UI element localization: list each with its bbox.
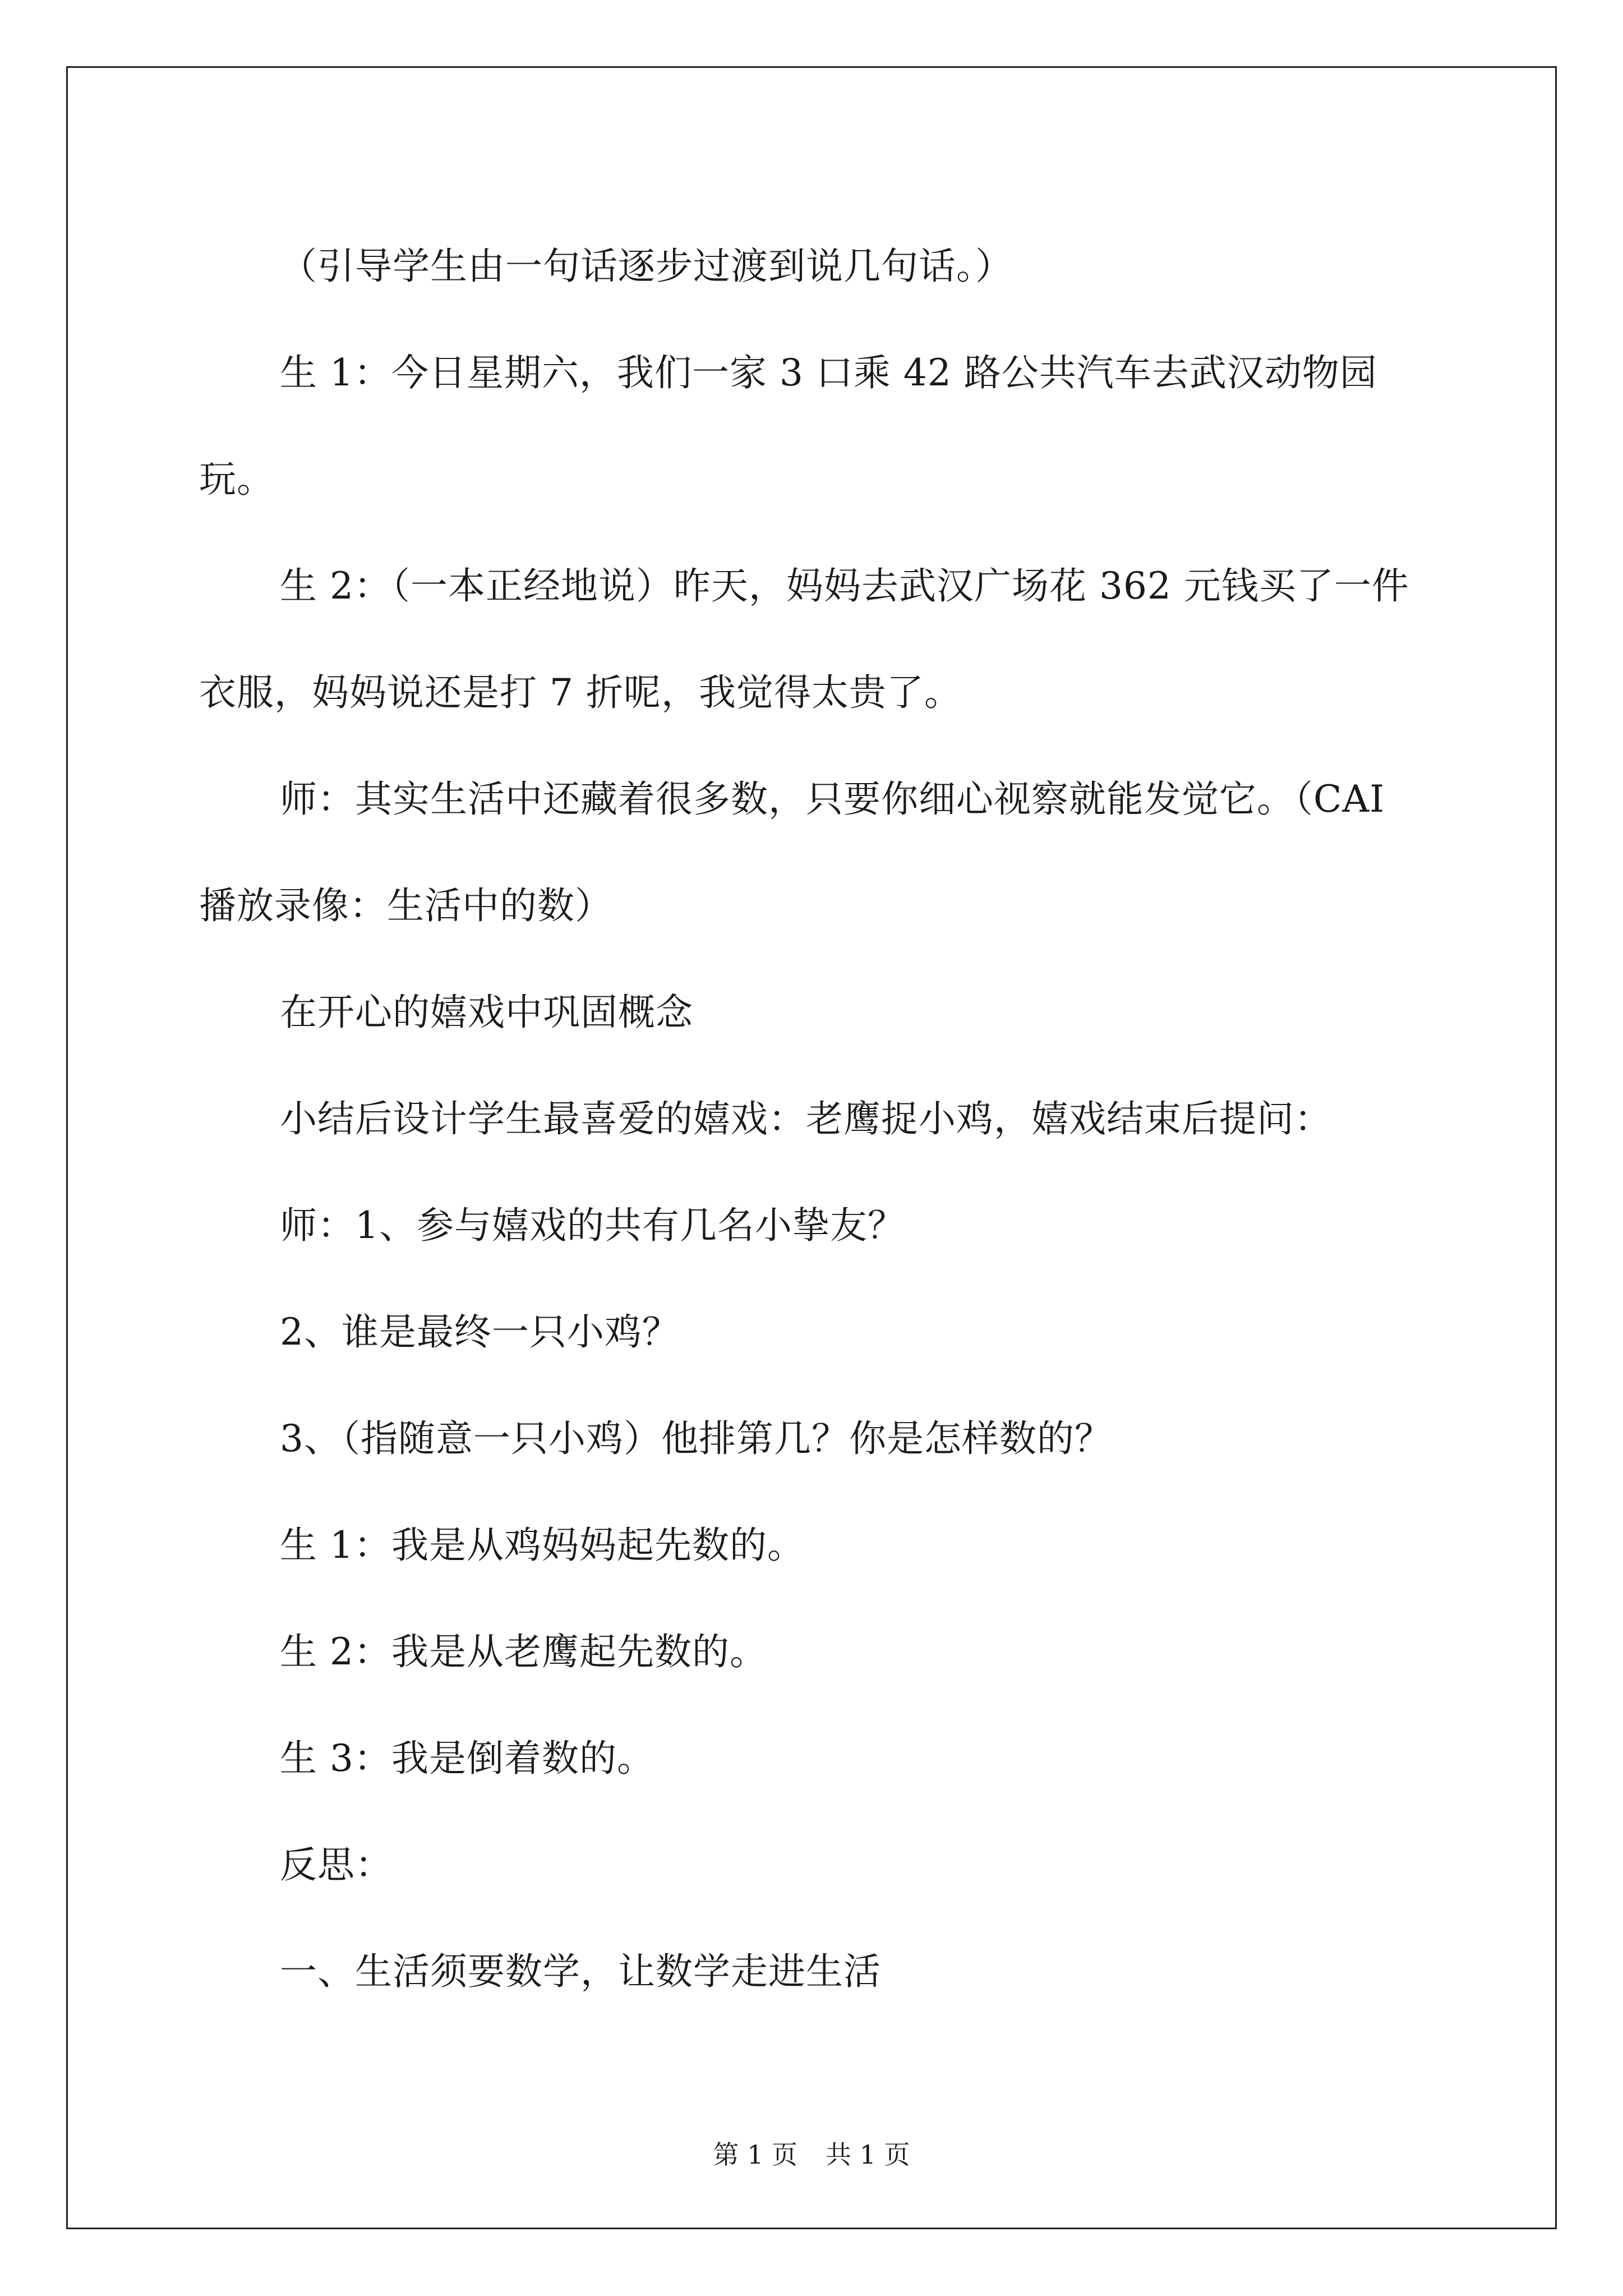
paragraph: 师：其实生活中还藏着很多数，只要你细心视察就能发觉它。（CAI 播放录像：生活中的数）: [199, 777, 1398, 927]
paragraph: 生 2：我是从老鹰起先数的。: [280, 1630, 767, 1673]
current-page-number: 第 1 页: [713, 2139, 797, 2170]
page-footer: [0, 2134, 1623, 2171]
paragraph: 2、谁是最终一只小鸡？: [280, 1310, 680, 1354]
paragraph: 一、生活须要数学，让数学走进生活: [280, 1950, 881, 1993]
paragraph: 生 1：今日星期六，我们一家 3 口乘 42 路公共汽车去武汉动物园玩。: [199, 351, 1377, 501]
paragraph: 生 2：（一本正经地说）昨天，妈妈去武汉广场花 362 元钱买了一件衣服，妈妈说还是打 7 折呢，我觉得太贵了。: [199, 564, 1409, 714]
document-body: [199, 213, 1430, 2025]
paragraph: 反思：: [280, 1843, 393, 1887]
paragraph: 小结后设计学生最喜爱的嬉戏：老鹰捉小鸡，嬉戏结束后提问：: [280, 1097, 1332, 1140]
paragraph: 生 3：我是倒着数的。: [280, 1737, 654, 1780]
paragraph: 师：1、参与嬉戏的共有几名小挚友？: [280, 1204, 905, 1247]
paragraph: 在开心的嬉戏中巩固概念: [280, 991, 693, 1034]
paragraph: 3、（指随意一只小鸡）他排第几？你是怎样数的？: [280, 1417, 1112, 1460]
total-page-count: 共 1 页: [826, 2139, 910, 2170]
paragraph: （引导学生由一句话逐步过渡到说几句话。）: [280, 245, 1013, 288]
paragraph: 生 1：我是从鸡妈妈起先数的。: [280, 1524, 805, 1567]
